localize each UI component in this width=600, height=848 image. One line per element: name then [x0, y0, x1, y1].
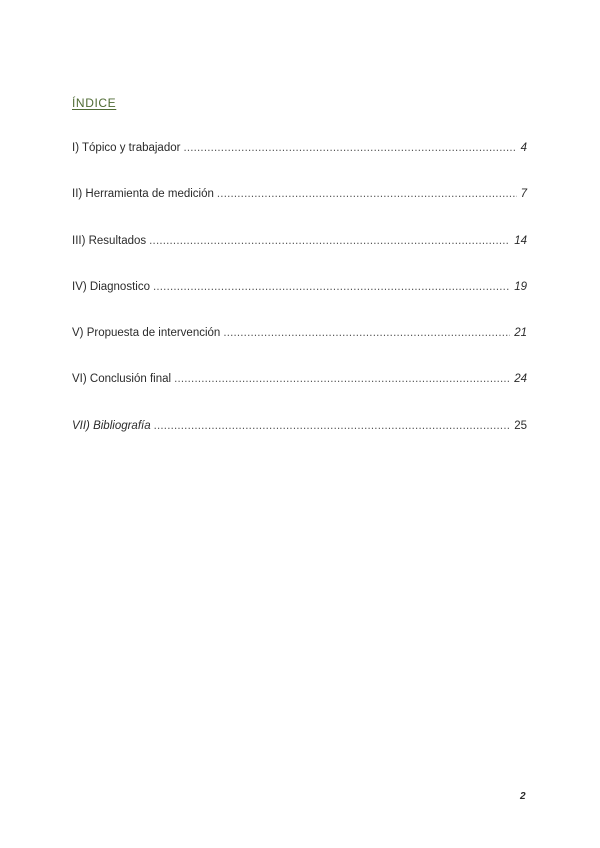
- toc-entry-page: 7: [520, 188, 527, 201]
- toc-entry-label: III) Resultados: [72, 234, 147, 247]
- toc-entry-label: VI) Conclusión final: [72, 373, 172, 386]
- toc-entry-bibliografia[interactable]: [72, 420, 527, 466]
- toc-dot-leader: [153, 281, 510, 293]
- toc-entry-label: IV) Diagnostico: [72, 280, 150, 293]
- index-heading: ÍNDICE: [72, 96, 117, 110]
- toc-entry-page: 19: [514, 280, 527, 293]
- page-number: 2: [520, 791, 526, 802]
- toc-entry-label: V) Propuesta de intervención: [72, 327, 221, 340]
- toc-entry-conclusion[interactable]: [72, 373, 527, 419]
- toc-dot-leader: [183, 142, 516, 154]
- toc-entry-propuesta[interactable]: [72, 327, 527, 373]
- toc-entry-label: II) Herramienta de medición: [72, 188, 214, 201]
- toc-entry-topico[interactable]: [72, 142, 527, 188]
- toc-entry-herramienta[interactable]: [72, 188, 527, 234]
- table-of-contents: [72, 142, 527, 466]
- toc-entry-page: 24: [514, 373, 527, 386]
- toc-dot-leader: [217, 188, 517, 200]
- toc-dot-leader: [174, 373, 510, 385]
- toc-dot-leader: [223, 327, 510, 339]
- toc-entry-page: 4: [520, 142, 527, 154]
- toc-dot-leader: [149, 235, 510, 247]
- toc-entry-resultados[interactable]: [72, 235, 527, 281]
- toc-dot-leader: [154, 420, 511, 432]
- toc-entry-page: 14: [514, 234, 527, 247]
- toc-entry-diagnostico[interactable]: [72, 281, 527, 327]
- toc-entry-page: 21: [514, 327, 527, 340]
- toc-entry-label: VII) Bibliografía: [72, 419, 151, 432]
- toc-entry-label: I) Tópico y trabajador: [72, 142, 181, 154]
- toc-entry-page: 25: [514, 419, 527, 432]
